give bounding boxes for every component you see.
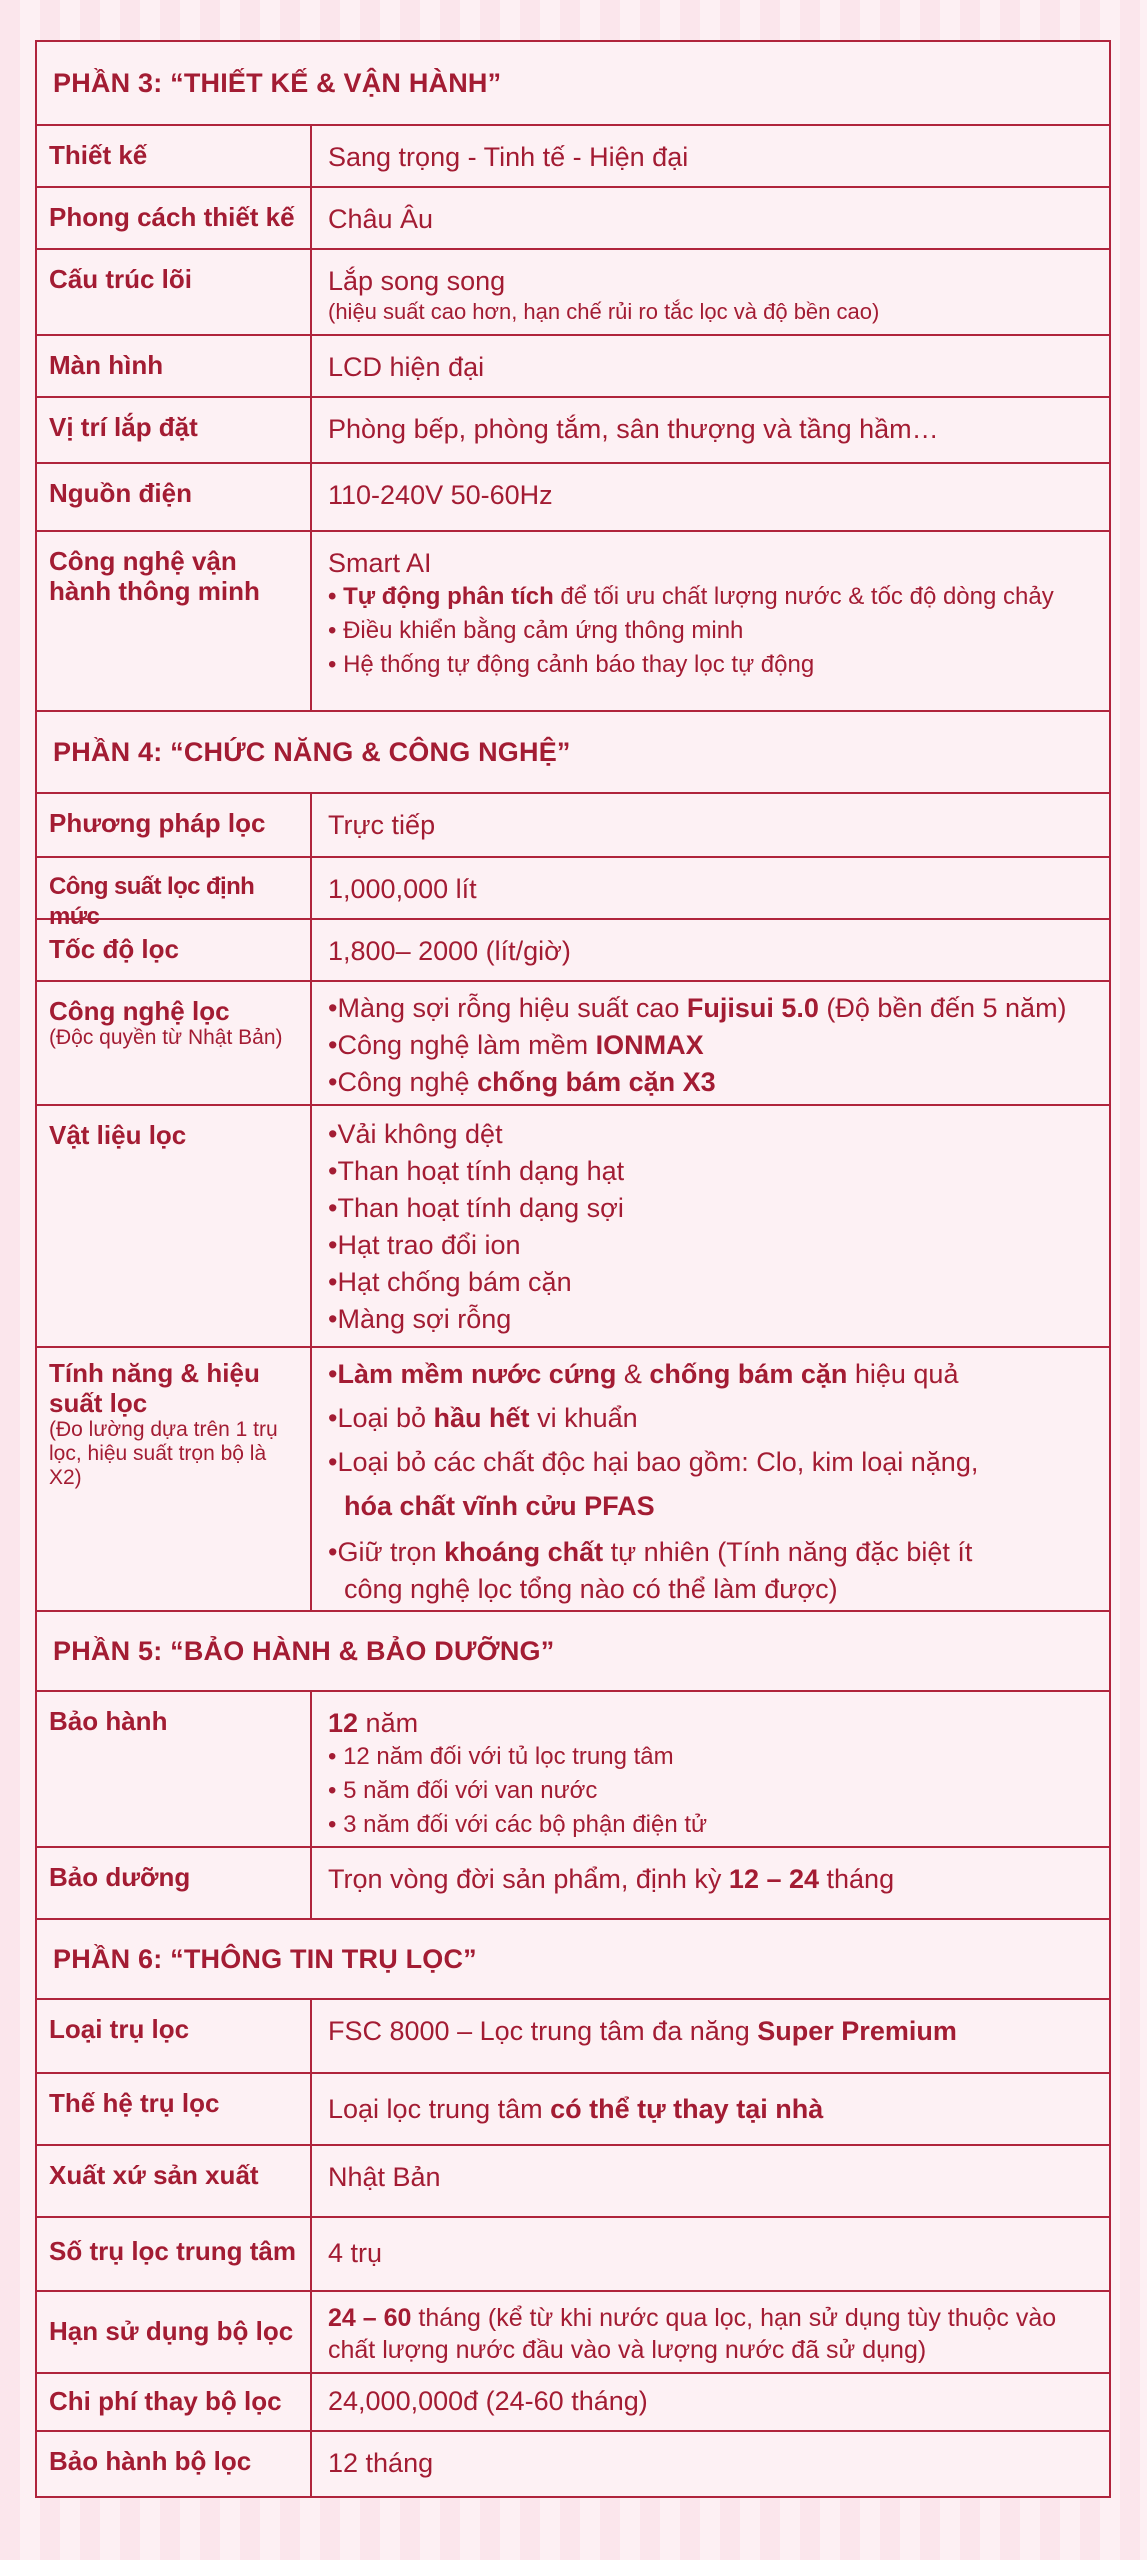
text-part: tự nhiên (Tính năng đặc biệt ít xyxy=(603,1537,973,1567)
text-part: (Độ bền đến 5 năm) xyxy=(818,993,1067,1023)
section-title-text: PHẦN 3: “THIẾT KẾ & VẬN HÀNH” xyxy=(53,67,502,98)
text-part: Loại lọc trung tâm xyxy=(328,2094,551,2124)
row-value: Trực tiếp xyxy=(328,810,436,840)
list-item: •Hạt chống bám cặn xyxy=(328,1267,572,1297)
row-value: 110-240V 50-60Hz xyxy=(328,480,553,510)
text-part: •Loại bỏ xyxy=(328,1403,434,1433)
spec-row-smart-operation xyxy=(37,532,1109,712)
material-list xyxy=(328,1116,1095,1338)
list-item xyxy=(328,1484,1095,1528)
text-bold: chống bám cặn xyxy=(649,1359,848,1389)
row-value: 12 tháng xyxy=(328,2448,434,2478)
row-label-main: Công nghệ lọc xyxy=(49,996,230,1026)
spec-row-warranty xyxy=(37,1692,1109,1848)
text-bold: Super Premium xyxy=(757,2016,957,2046)
text-part: •Loại bỏ các chất độc hại bao gồm: Clo, kim loại nặng, xyxy=(328,1447,979,1477)
list-item xyxy=(328,1027,1095,1064)
text-bold: 24 – 60 xyxy=(328,2304,412,2332)
spec-row-install-location xyxy=(37,398,1109,464)
row-value-note: (hiệu suất cao hơn, hạn chế rủi ro tắc lọc và độ bền cao) xyxy=(328,299,880,324)
row-label: Nguồn điện xyxy=(37,464,312,530)
spec-row-features xyxy=(37,1348,1109,1612)
row-label-note: (Đo lường dựa trên 1 trụ lọc, hiệu suất trọn bộ là X2) xyxy=(49,1418,278,1489)
row-label: Vật liệu lọc xyxy=(37,1106,312,1346)
text-part: & xyxy=(616,1359,650,1389)
spec-row-filter-generation xyxy=(37,2074,1109,2146)
list-item xyxy=(328,580,1095,614)
row-label: Chi phí thay bộ lọc xyxy=(37,2374,312,2430)
list-item: • Điều khiển bằng cảm ứng thông minh xyxy=(328,617,744,644)
row-value xyxy=(312,250,1109,334)
row-value-main: Lắp song song xyxy=(328,266,506,296)
row-label: Màn hình xyxy=(37,336,312,396)
list-item xyxy=(328,1396,1095,1440)
text-part: công nghệ lọc tổng nào có thể làm được) xyxy=(344,1574,838,1604)
row-value xyxy=(312,1692,1109,1846)
row-value-bold: 12 xyxy=(328,1708,359,1738)
feature-list xyxy=(328,580,1095,682)
list-item: •Hạt trao đổi ion xyxy=(328,1230,521,1260)
spec-row-origin xyxy=(37,2146,1109,2218)
text-part: •Màng sợi rỗng hiệu suất cao xyxy=(328,993,687,1023)
row-label xyxy=(37,1348,312,1610)
row-value: 4 trụ xyxy=(328,2238,383,2268)
row-value: Phòng bếp, phòng tắm, sân thượng và tầng hầm… xyxy=(328,414,939,444)
row-value xyxy=(312,2292,1109,2372)
row-value: 24,000,000đ (24-60 tháng) xyxy=(328,2386,648,2416)
section-title-filter-info xyxy=(37,1920,1109,2000)
list-item: • 5 năm đối với van nước xyxy=(328,1777,598,1804)
row-value xyxy=(312,1348,1109,1610)
row-value: Nhật Bản xyxy=(328,2162,441,2192)
row-label: Phong cách thiết kế xyxy=(37,188,312,248)
list-item: •Than hoạt tính dạng sợi xyxy=(328,1193,624,1223)
spec-row-filter-count xyxy=(37,2218,1109,2292)
text-bold: Làm mềm nước cứng xyxy=(337,1359,617,1389)
row-label: Xuất xứ sản xuất xyxy=(37,2146,312,2216)
text-bold: chống bám cặn X3 xyxy=(477,1067,716,1097)
spec-row-filter-method xyxy=(37,794,1109,858)
row-value xyxy=(312,2074,1109,2144)
row-label xyxy=(37,982,312,1104)
list-item xyxy=(328,1571,1095,1608)
row-value xyxy=(312,982,1109,1104)
row-value: LCD hiện đại xyxy=(328,352,485,382)
spec-row-filter-materials xyxy=(37,1106,1109,1348)
row-label-main: Tính năng & hiệu suất lọc xyxy=(49,1358,260,1418)
list-item xyxy=(328,1064,1095,1101)
list-item-text: để tối ưu chất lượng nước & tốc độ dòng chảy xyxy=(553,583,1054,610)
row-label: Hạn sử dụng bộ lọc xyxy=(37,2292,312,2372)
section-title-text: PHẦN 4: “CHỨC NĂNG & CÔNG NGHỆ” xyxy=(53,736,571,767)
text-bold: khoáng chất xyxy=(444,1537,604,1567)
text-part: tháng xyxy=(819,1864,895,1894)
spec-row-design xyxy=(37,126,1109,188)
row-value-main: năm xyxy=(358,1708,419,1738)
spec-row-filter-type xyxy=(37,2000,1109,2074)
section-title-design xyxy=(37,42,1109,126)
text-part: vi khuẩn xyxy=(529,1403,638,1433)
spec-row-replacement-cost xyxy=(37,2374,1109,2432)
text-bold: IONMAX xyxy=(595,1030,704,1060)
text-part: FSC 8000 – Lọc trung tâm đa năng xyxy=(328,2016,758,2046)
warranty-list xyxy=(328,1740,1095,1842)
spec-row-core-structure xyxy=(37,250,1109,336)
row-value: Sang trọng - Tinh tế - Hiện đại xyxy=(328,142,689,172)
list-item: • 12 năm đối với tủ lọc trung tâm xyxy=(328,1743,674,1770)
row-label: Công nghệ vận hành thông minh xyxy=(37,532,312,710)
row-label: Thiết kế xyxy=(37,126,312,186)
row-value: 1,800– 2000 (lít/giờ) xyxy=(328,936,571,966)
row-label: Bảo dưỡng xyxy=(37,1848,312,1918)
section-title-warranty xyxy=(37,1612,1109,1692)
row-label-note: (Độc quyền từ Nhật Bản) xyxy=(49,1026,283,1049)
row-label: Công suất lọc định mức xyxy=(37,858,312,918)
list-item: •Vải không dệt xyxy=(328,1119,503,1149)
list-item xyxy=(328,1352,1095,1396)
row-value xyxy=(312,1848,1109,1918)
list-item: • Hệ thống tự động cảnh báo thay lọc tự động xyxy=(328,651,815,678)
row-value xyxy=(312,1106,1109,1346)
text-part: hiệu quả xyxy=(847,1359,959,1389)
text-bold: Fujisui 5.0 xyxy=(686,993,819,1023)
text-bold: có thể tự thay tại nhà xyxy=(550,2094,824,2124)
row-label: Thế hệ trụ lọc xyxy=(37,2074,312,2144)
section-title-function xyxy=(37,712,1109,794)
section-title-text: PHẦN 5: “BẢO HÀNH & BẢO DƯỠNG” xyxy=(53,1635,555,1666)
spec-sheet xyxy=(35,40,1111,2498)
row-label: Vị trí lắp đặt xyxy=(37,398,312,462)
text-part: • xyxy=(328,1359,338,1389)
row-label: Số trụ lọc trung tâm xyxy=(37,2218,312,2290)
text-part: Trọn vòng đời sản phẩm, định kỳ xyxy=(328,1864,729,1894)
spec-row-screen xyxy=(37,336,1109,398)
text-bold: 12 – 24 xyxy=(728,1864,820,1894)
row-value: 1,000,000 lít xyxy=(328,874,477,904)
row-label: Phương pháp lọc xyxy=(37,794,312,856)
spec-row-filter-speed xyxy=(37,920,1109,982)
list-item: •Màng sợi rỗng xyxy=(328,1304,512,1334)
list-item-bold: • Tự động phân tích xyxy=(328,583,554,610)
feature-list xyxy=(328,990,1095,1101)
list-item xyxy=(328,990,1095,1027)
spec-row-capacity xyxy=(37,858,1109,930)
text-bold: hầu hết xyxy=(433,1403,530,1433)
spec-row-filter-warranty xyxy=(37,2432,1109,2496)
row-value xyxy=(312,2000,1109,2072)
text-part: •Công nghệ xyxy=(328,1067,478,1097)
section-title-text: PHẦN 6: “THÔNG TIN TRỤ LỌC” xyxy=(53,1943,477,1974)
list-item: •Than hoạt tính dạng hạt xyxy=(328,1156,625,1186)
row-value: Châu Âu xyxy=(328,204,434,234)
text-bold: hóa chất vĩnh cửu PFAS xyxy=(344,1491,655,1521)
spec-row-power xyxy=(37,464,1109,532)
list-item xyxy=(328,1440,1095,1484)
row-label: Loại trụ lọc xyxy=(37,2000,312,2072)
feature-list xyxy=(328,1352,1095,1608)
text-part: •Giữ trọn xyxy=(328,1537,445,1567)
text-part: •Công nghệ làm mềm xyxy=(328,1030,596,1060)
spec-row-style xyxy=(37,188,1109,250)
row-label: Cấu trúc lõi xyxy=(37,250,312,334)
row-label: Bảo hành bộ lọc xyxy=(37,2432,312,2496)
list-item xyxy=(328,1534,1095,1571)
text-part: tháng (kể từ khi nước qua lọc, hạn sử dụng tùy thuộc vào chất lượng nước đầu vào và lượng nước đã sử dụng) xyxy=(328,2304,1057,2364)
spec-row-filter-tech xyxy=(37,982,1109,1106)
list-item: • 3 năm đối với các bộ phận điện tử xyxy=(328,1811,708,1838)
row-value xyxy=(312,532,1109,710)
spec-row-filter-lifetime xyxy=(37,2292,1109,2374)
row-label: Tốc độ lọc xyxy=(37,920,312,980)
spec-row-maintenance xyxy=(37,1848,1109,1920)
row-value-main: Smart AI xyxy=(328,548,432,578)
row-label: Bảo hành xyxy=(37,1692,312,1846)
